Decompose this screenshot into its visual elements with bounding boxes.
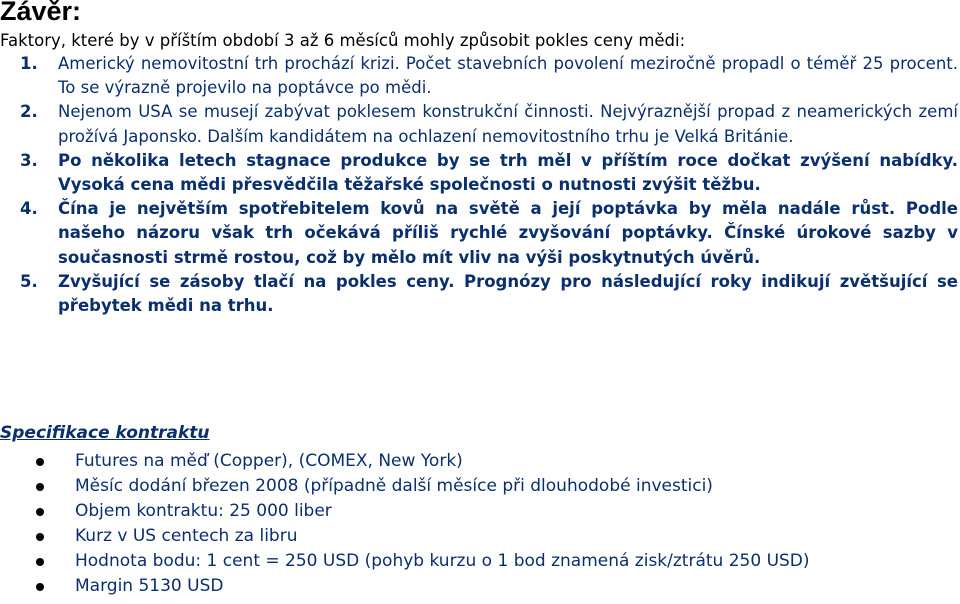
reason-number: 4.: [20, 199, 38, 219]
reason-item: [0, 52, 958, 100]
spec-item: [0, 524, 810, 549]
spec-text: Kurz v US centech za libru: [75, 526, 298, 546]
spec-text: Hodnota bodu: 1 cent = 250 USD (pohyb kurzu o 1 bod znamená zisk/ztrátu 250 USD): [75, 551, 810, 571]
spec-item: [0, 499, 810, 524]
spec-text: Futures na měď (Copper), (COMEX, New York): [75, 451, 463, 471]
spec-item: [0, 449, 810, 474]
spec-text: Měsíc dodání březen 2008 (případně další měsíce při dlouhodobé investici): [75, 476, 713, 496]
reason-number: 3.: [20, 150, 38, 170]
reason-number: 5.: [20, 271, 38, 291]
reason-item: [0, 100, 958, 148]
reason-number: 2.: [20, 102, 38, 122]
spec-heading: Specifikace kontraktu: [0, 423, 210, 443]
reason-text: Zvyšující se zásoby tlačí na pokles ceny. Prognózy pro následující roky indikují zvětšující se přebytek mědi na trhu.: [58, 271, 958, 316]
reason-text: Čína je největším spotřebitelem kovů na světě a její poptávka by měla nadále růst. Podle našeho názoru však trh očekává příliš rychlé zvyšování poptávky. Čínské úrokové sazby v současnosti strmě rostou, což by mělo mít vliv na výši poskytnutých úvěrů.: [58, 199, 958, 267]
reason-item: [0, 149, 958, 197]
reason-text: Americký nemovitostní trh prochází krizi. Počet stavebních povolení meziročně propadl o téměř 25 procent. To se výrazně projevilo na poptávce po mědi.: [58, 54, 958, 98]
page-title: Závěr:: [0, 0, 82, 26]
spec-text: Objem kontraktu: 25 000 liber: [75, 501, 332, 521]
bullet-icon: [36, 508, 44, 516]
reason-text: Nejenom USA se musejí zabývat poklesem konstrukční činnosti. Nejvýraznější propad z neamerických zemí prožívá Japonsko. Dalším kandidátem na ochlazení nemovitostního trhu je Velká Británie.: [58, 102, 958, 146]
intro-text: Faktory, které by v příštím období 3 až 6 měsíců mohly způsobit pokles ceny mědi:: [0, 31, 686, 50]
reason-item: [0, 270, 958, 318]
reason-item: [0, 197, 958, 270]
spec-item: [0, 549, 810, 574]
bullet-icon: [36, 483, 44, 491]
reason-text: Po několika letech stagnace produkce by se trh měl v příštím roce dočkat zvýšení nabídky. Vysoká cena mědi přesvědčila těžařské společnosti o nutnosti zvýšit těžbu.: [58, 150, 958, 195]
reason-number: 1.: [20, 54, 38, 73]
bullet-icon: [36, 533, 44, 541]
spec-item: [0, 474, 810, 499]
spec-item: [0, 574, 810, 599]
bullet-icon: [36, 583, 44, 591]
bullet-icon: [36, 458, 44, 466]
reasons-list: [0, 52, 958, 318]
spec-text: Margin 5130 USD: [75, 576, 224, 596]
bullet-icon: [36, 558, 44, 566]
spec-list: [0, 449, 810, 599]
